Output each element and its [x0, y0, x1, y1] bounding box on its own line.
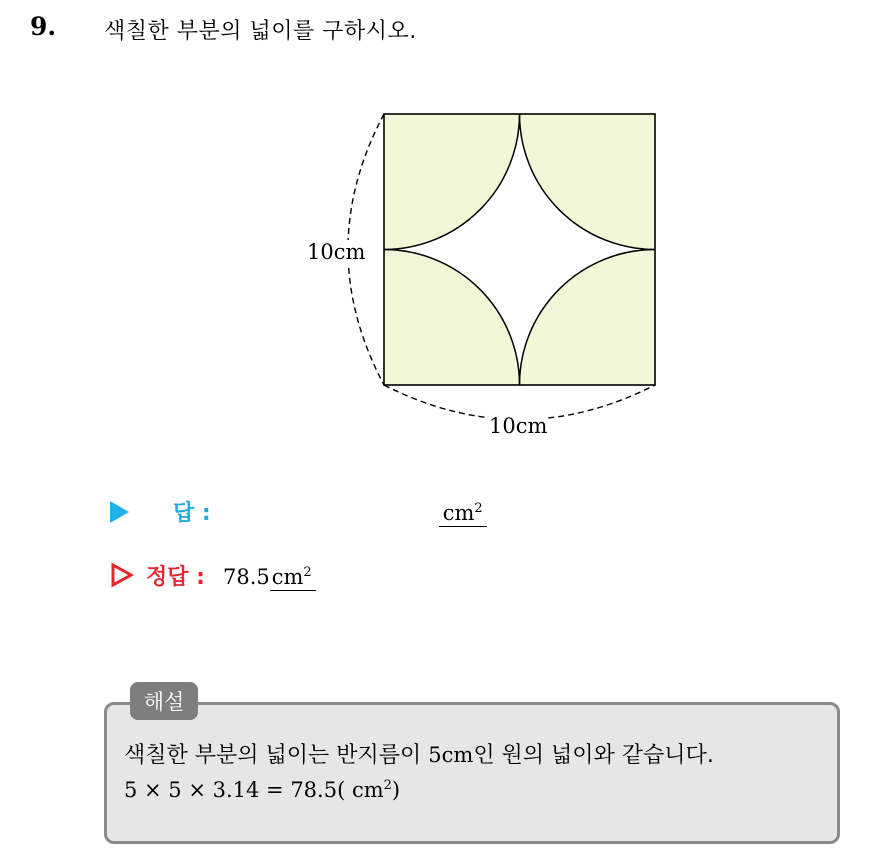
question-text: 색칠한 부분의 넓이를 구하시오. — [104, 19, 417, 44]
answer-unit-base: cm — [442, 501, 475, 525]
explanation-badge: 해설 — [130, 682, 198, 720]
explanation-equation: 5 × 5 × 3.14 = 78.5( cm — [124, 778, 384, 802]
correct-answer-label: 정답 : — [146, 565, 205, 590]
answer-row — [110, 496, 487, 527]
question-number: 9. — [30, 12, 57, 41]
left-side-label: 10cm — [307, 240, 366, 264]
explanation-line-1 — [124, 738, 714, 769]
answer-unit-exponent: 2 — [474, 501, 483, 516]
bottom-side-label: 10cm — [489, 414, 548, 438]
explanation-equation-exponent: 2 — [383, 778, 392, 793]
outline-triangle-icon — [110, 562, 134, 588]
explanation-line-1-post: 인 원의 넓이와 같습니다. — [473, 743, 714, 768]
correct-answer-value: 78.5 — [222, 565, 270, 589]
explanation-panel — [104, 702, 840, 844]
explanation-equation-close: ) — [391, 778, 401, 802]
explanation-radius-unit: cm — [441, 743, 474, 767]
correct-unit-exponent: 2 — [303, 565, 312, 580]
explanation-radius-number: 5 — [428, 743, 442, 767]
explanation-line-1-pre: 색칠한 부분의 넓이는 반지름이 — [124, 743, 429, 768]
answer-label: 답 : — [173, 501, 211, 526]
correct-answer-row — [110, 558, 316, 591]
correct-unit-base: cm — [271, 565, 304, 589]
answer-unit-blank[interactable] — [439, 497, 487, 527]
play-triangle-icon — [110, 501, 129, 523]
correct-answer-unit — [270, 561, 316, 591]
explanation-line-2 — [124, 778, 400, 802]
